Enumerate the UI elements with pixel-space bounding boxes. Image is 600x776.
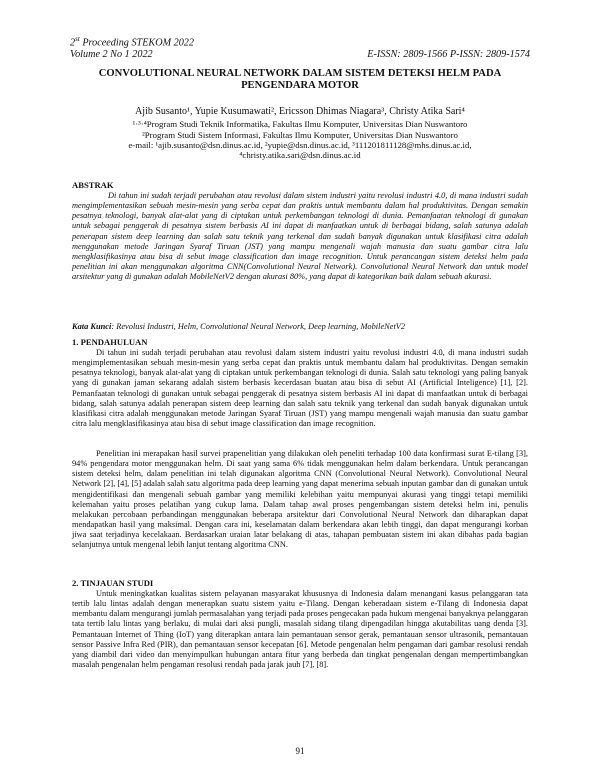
issn-info: E-ISSN: 2809-1566 P-ISSN: 2809-1574 <box>367 48 530 60</box>
section-2-paragraph-1: Untuk meningkatkan kualitas sistem pelayanan masyarakat khususnya di Indonesia dalam menangani kasus pelanggaran tata tertib lalu lintas adalah dengan menerapkan suatu sistem yaitu e-Tilang. Dengan keberadaan sistem e-Tilang di Indonesia dapat membantu dalam mengurangi jumlah permasalahan yang terjadi pada proses pengecakan pada hukum mengenai banyaknya pelanggaran tata tertib lalu lintas yang berlaku, di mulai dari aksi pungli, masalah sidang tilang dipengadilan hingga akutabilitas uang denda [3]. Pemantauan Internet of Thing (IoT) yang diterapkan antara lain pemantauan sensor gerak, pemantauan sensor ultrasonik, pemantauan sensor Passive Infra Red (PIR), dan pemantauan sensor kecepatan [6]. Metode pengenalan helm pengaman dari gambar resolusi rendah yang diambil dari video dan menyimpulkan hubungan antara fitur yang berbeda dan tingkat pengenalan dengan mempertimbangkan masalah pengenalan helm pengaman resolusi rendah pada jarak jauh [7], [8]. <box>72 589 528 670</box>
author-emails-1: e-mail: ¹ajib.susanto@dsn.dinus.ac.id, ²yupie@dsn.dinus.ac.id, ³111201811128@mhs.dinus.ac.id, <box>128 140 472 151</box>
volume-info: Volume 2 No 1 2022 <box>70 48 153 60</box>
paper-title: CONVOLUTIONAL NEURAL NETWORK DALAM SISTEM DETEKSI HELM PADA PENGENDARA MOTOR <box>98 68 502 91</box>
affiliation-2: ²Program Studi Sistem Informasi, Fakultas Ilmu Komputer, Universitas Dian Nuswantoro <box>142 129 458 140</box>
abstract-text: Di tahun ini sudah terjadi perubahan atau revolusi dalam sistem industri yaitu revolusi industri 4.0, di mana industri sudah mengimplementasikan sebuah mesin-mesin yang serba cepat dan praktis untuk membantu dalam hal produktivitas. Dengan semakin pesatnya teknologi, banyak alat-alat yang di ciptakan untuk perkembangan teknologi di dunia. Pemanfaatan teknologi di gunakan untuk sebagai penggerak di pesatnya sistem berbasis AI ini dapat di manfaatkan untuk di berbagai bidang, salah satunya adalah penerapan sistem deep learning dan salah satu teknik yang terkenal dan sudah banyak digunakan untuk klasifikasi citra adalah menggunakan metode Jaringan Syaraf Tiruan (JST) yang mampu mengenali wajah manusia dan suatu gambar citra lalu mengklasifikasinya atau bisa di sebut image classification dan image recognition. Untuk perancangan sistem deteksi helm pada penelitian ini akan menggunakan algoritma CNN(Convolutional Neural Network). Convolutional Neural Network dan untuk model arsitektur yang di gunakan adalah MobileNetV2 dengan akurasi 80%, yang dapat di kategorikan baik dalam sebuah akurasi. <box>72 191 528 282</box>
author-names: Ajib Susanto¹, Yupie Kusumawati², Ericsson Dhimas Niagara³, Christy Atika Sari⁴ <box>135 106 465 117</box>
author-emails-2: ⁴christy.atika.sari@dsn.dinus.ac.id <box>239 150 361 161</box>
author-block <box>70 106 530 161</box>
proceeding-line: 2st Proceeding STEKOM 2022 <box>70 35 194 49</box>
section-1-paragraph-2: Penelitian ini merapakan hasil survei prapenelitian yang dilakukan oleh peneliti terhadap 100 data konfirmasi surat E-tilang [3], 94% pengendara motor menggunakan helm. Di saat yang sama 6% tidak menggunakan helm dalam berkendara. Untuk perancangan sistem deteksi helm, dalam penelitian ini telah digunakan algoritma CNN (Convolutional Neural Network). Convolutional Neural Network [2], [4], [5] adalah salah satu algoritma pada deep learning yang dapat menerima sebuah inputan gambar dan di gunakan untuk mengidentifikasi dan mengenali sebuah gambar yang memiliki kelebihan yaitu mempunyai akurasi yang tinggi tetapi memiliki kelemahan yaitu proses pelatihan yang cukup lama. Dalam tahap awal proses pengembangan sistem deteksi helm ini, penulis melakukan percobaan perbandingan menggunakan beberapa arsitektur dari Convolutional Neural Network dan diharapkan dapat mendapatkan hasil yang maksimal. Dengan cara ini, keselamatan dalam berkendara akan lebih tinggi, dan dapat mengurangi korban jiwa saat terjadinya kecelakaan. Berdasarkan uraian latar belakang di atas, tahapan pembuatan sistem ini akan dibahas pada bagian selanjutnya untuk mengenal lebih lanjut tentang algoritma CNN. <box>72 449 528 550</box>
keywords <box>72 322 528 331</box>
section-2-heading: 2. TINJAUAN STUDI <box>72 578 154 588</box>
affiliation-1: ¹·³·⁴Program Studi Teknik Informatika, Fakultas Ilmu Komputer, Universitas Dian Nuswantoro <box>132 119 468 130</box>
page-number: 91 <box>295 746 305 756</box>
section-1-heading: 1. PENDAHULUAN <box>72 337 148 347</box>
keywords-label: Kata Kunci <box>72 322 112 331</box>
abstract-heading: ABSTRAK <box>72 180 114 190</box>
journal-header <box>70 34 530 60</box>
keywords-text: : Revolusi Industri, Helm, Convolutional Neural Network, Deep learning, MobileNetV2 <box>111 322 406 331</box>
section-1-paragraph-1: Di tahun ini sudah terjadi perubahan atau revolusi dalam sistem industri yaitu revolusi industri 4.0, di mana industri sudah mengimplementasikan sebuah mesin-mesin yang serba cepat dan praktis untuk membantu dalam hal produktivitas. Dengan semakin pesatnya teknologi, banyak alat-alat yang di ciptakan untuk perkembangan teknologi di dunia. Salah satu teknologi yang paling banyak yang di gunakan jaman sekarang adalah sistem berbasis kecerdasan buatan atau bisa di sebut AI (Artificial Inteligence) [1], [2]. Pemanfaatan teknologi di gunakan untuk sebagai penggerak di pesatnya sistem berbasis AI ini dapat di manfaatkan untuk di berbagai bidang, salah satunya adalah penerapan sistem deep learning dan salah satu teknik yang terkenal dan sudah banyak digunakan untuk klasifikasi citra adalah menggunakan metode Jaringan Syaraf Tiruan (JST) yang mampu mengenali wajah manusia dan suatu gambar citra lalu mengklasifikasinya atau bisa di sebut image classification dan image recognition. <box>72 348 528 429</box>
